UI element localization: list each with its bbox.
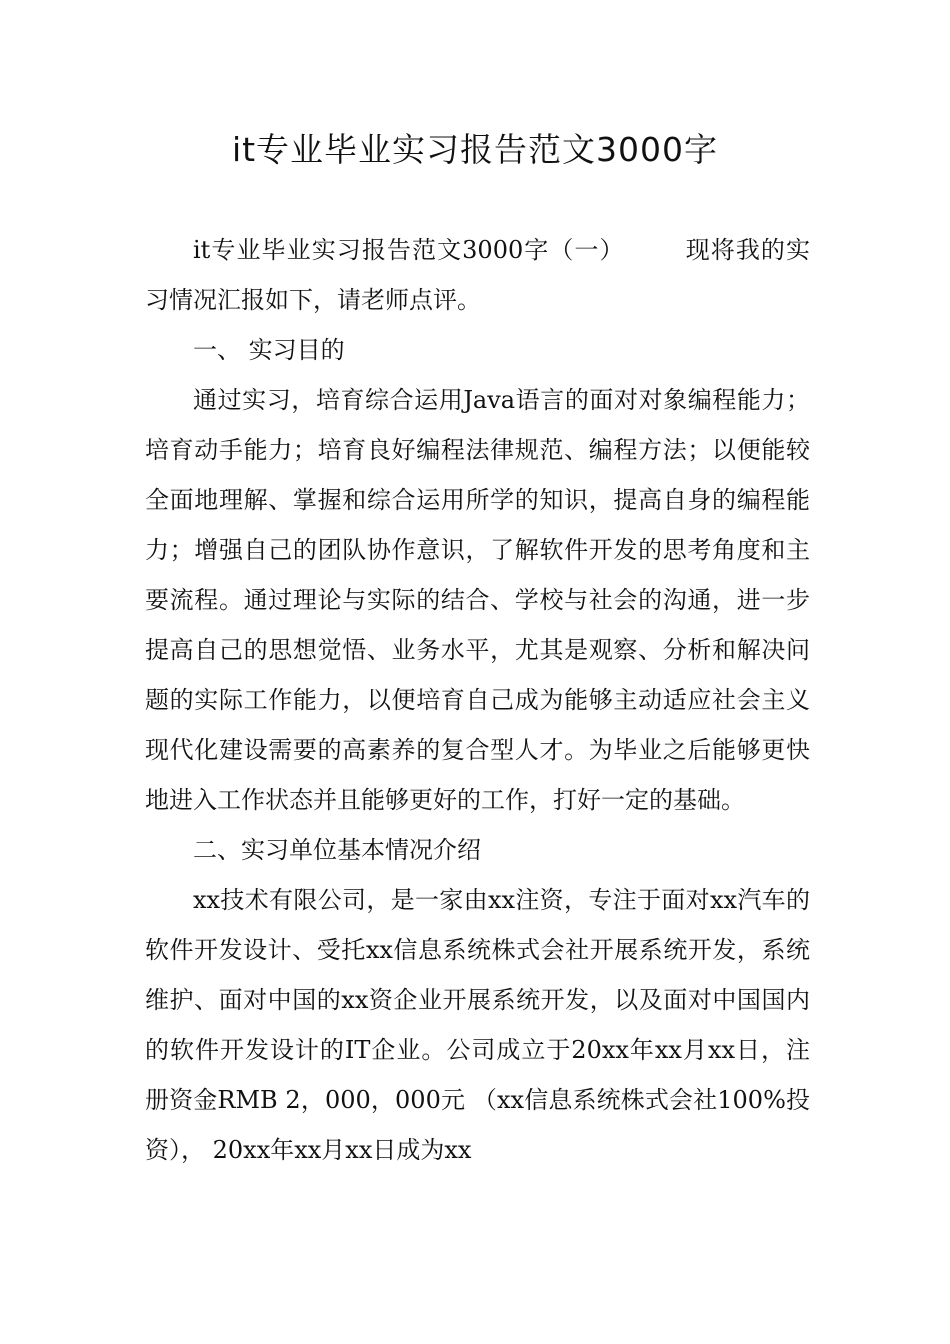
intro-paragraph xyxy=(145,225,810,325)
section2-paragraph: xx技术有限公司，是一家由xx注资，专注于面对xx汽车的软件开发设计、受托xx信息系统株式会社开展系统开发，系统维护、面对中国的xx资企业开展系统开发，以及面对中国国内的软件开发设计的IT企业。公司成立于20xx年xx月xx日，注册资金RMB 2，000，000元 （xx信息系统株式会社100%投资）， 20xx年xx月xx日成为xx xyxy=(145,886,810,1164)
document-body xyxy=(145,225,810,1175)
section1-paragraph: 通过实习，培育综合运用Java语言的面对对象编程能力；培育动手能力；培育良好编程法律规范、编程方法；以便能较全面地理解、掌握和综合运用所学的知识，提高自身的编程能力；增强自己的团队协作意识，了解软件开发的思考角度和主要流程。通过理论与实际的结合、学校与社会的沟通，进一步提高自己的思想觉悟、业务水平，尤其是观察、分析和解决问题的实际工作能力，以便培育自己成为能够主动适应社会主义现代化建设需要的高素养的复合型人才。为毕业之后能够更快地进入工作状态并且能够更好的工作，打好一定的基础。 xyxy=(145,386,810,814)
intro-heading: it专业毕业实习报告范文3000字（一） xyxy=(193,236,625,264)
intro-text: 现将我的实习情况汇报如下，请老师点评。 xyxy=(145,236,811,314)
section1-heading: 一、 实习目的 xyxy=(193,336,345,364)
section2-heading: 二、实习单位基本情况介绍 xyxy=(193,836,481,864)
document-title: it专业毕业实习报告范文3000字 xyxy=(231,130,719,169)
